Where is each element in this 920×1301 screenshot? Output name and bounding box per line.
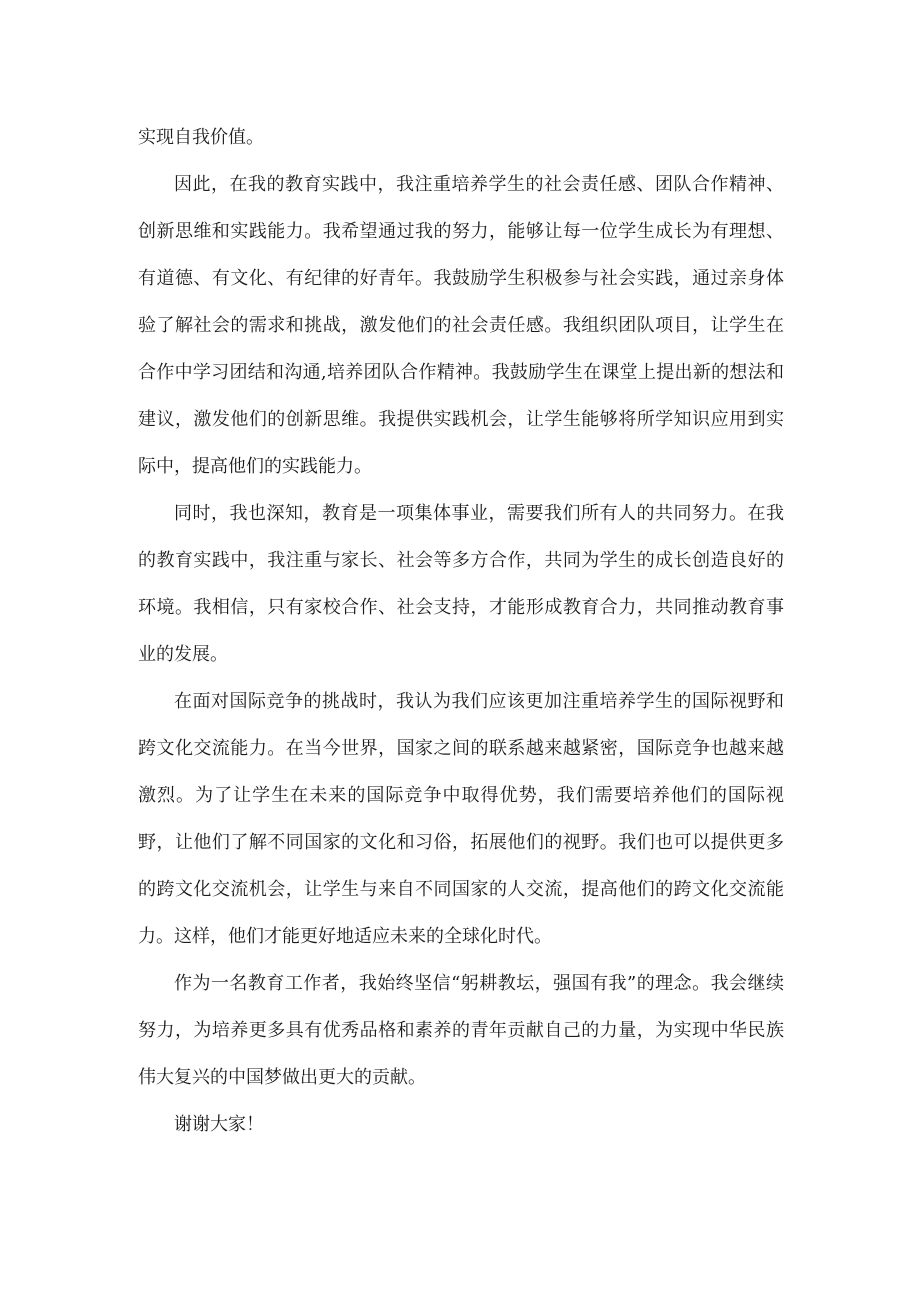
paragraph-education-practice: 因此，在我的教育实践中，我注重培养学生的社会责任感、团队合作精神、创新思维和实践能力。我希望通过我的努力，能够让每一位学生成长为有理想、有道德、有文化、有纪律的好青年。我鼓励学生积极参与社会实践，通过亲身体验了解社会的需求和挑战，激发他们的社会责任感。我组织团队项目，让学生在合作中学习团结和沟通,培养团队合作精神。我鼓励学生在课堂上提出新的想法和建议，激发他们的创新思维。我提供实践机会，让学生能够将所学知识应用到实际中，提高他们的实践能力。: [138, 174, 784, 477]
paragraph-continuation: 实现自我价值。: [138, 127, 264, 148]
paragraph-closing-belief: 作为一名教育工作者，我始终坚信“躬耕教坛，强国有我”的理念。我会继续努力，为培养更多具有优秀品格和素养的青年贡献自己的力量，为实现中华民族伟大复兴的中国梦做出更大的贡献。: [138, 973, 784, 1088]
paragraph-thanks: 谢谢大家！: [174, 1114, 264, 1135]
document-body: [138, 114, 784, 1148]
paragraph-collective-effort: 同时，我也深知，教育是一项集体事业，需要我们所有人的共同努力。在我的教育实践中，我注重与家长、社会等多方合作，共同为学生的成长创造良好的环境。我相信，只有家校合作、社会支持，才能形成教育合力，共同推动教育事业的发展。: [138, 503, 784, 665]
paragraph-international-vision: 在面对国际竞争的挑战时，我认为我们应该更加注重培养学生的国际视野和跨文化交流能力。在当今世界，国家之间的联系越来越紧密，国际竞争也越来越激烈。为了让学生在未来的国际竞争中取得优势，我们需要培养他们的国际视野，让他们了解不同国家的文化和习俗，拓展他们的视野。我们也可以提供更多的跨文化交流机会，让学生与来自不同国家的人交流，提高他们的跨文化交流能力。这样，他们才能更好地适应未来的全球化时代。: [138, 691, 784, 947]
